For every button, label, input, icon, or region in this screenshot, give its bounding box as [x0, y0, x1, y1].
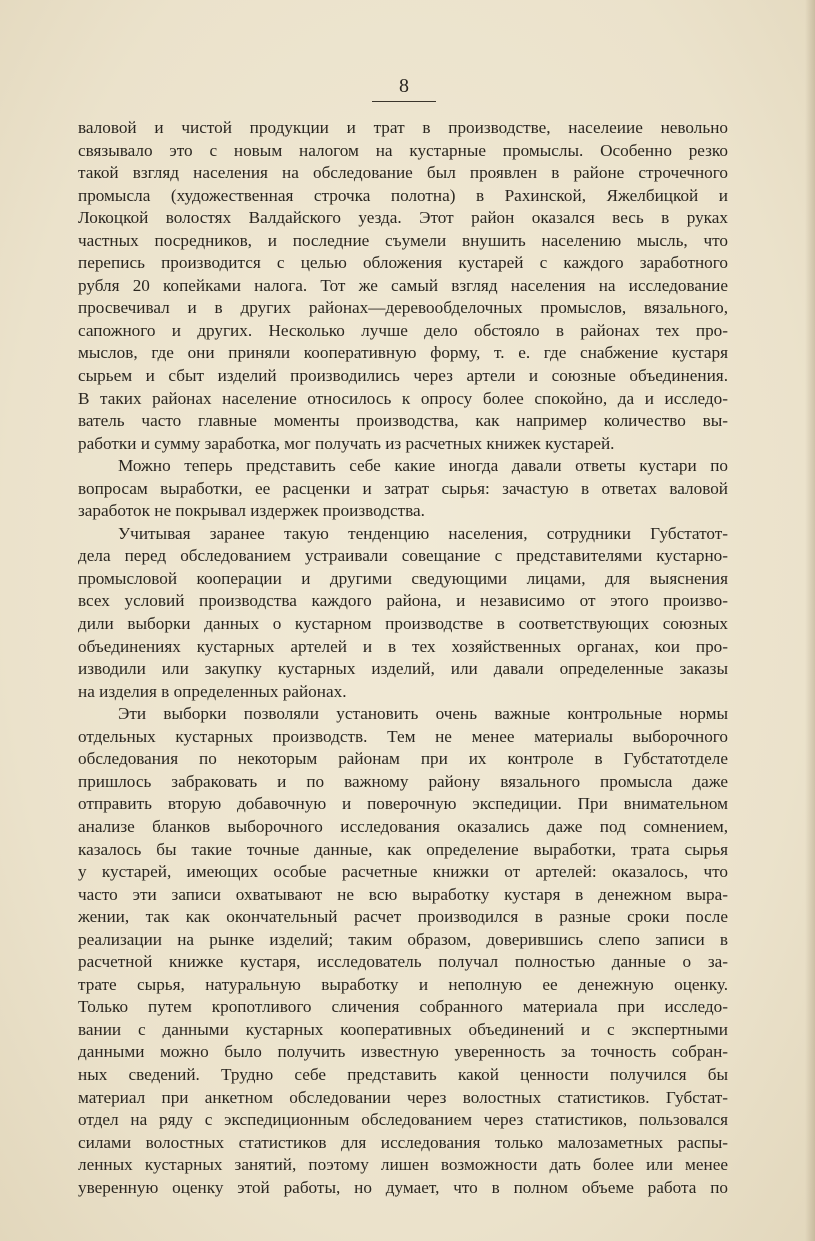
text-line: дили выборки данных о кустарном производстве в соответствующих союзных	[78, 614, 728, 634]
text-line: материал при анкетном обследовании через волостных статистиков. Губстат-	[78, 1087, 728, 1107]
page-edge-shadow	[805, 0, 815, 1241]
text-line: вопросам выработки, ее расценки и затрат сырья: зачастую в ответах валовой	[78, 478, 728, 498]
text-line: работки и сумму заработка, мог получать из расчетных книжек кустарей.	[78, 433, 615, 453]
text-line: заработок не покрывал издержек производства.	[78, 501, 425, 521]
text-line: реализации на рынке изделий; таким образом, доверившись слепо записи в	[78, 929, 728, 949]
text-line: изводили или закупку кустарных изделий, или давали определенные заказы	[78, 659, 728, 679]
text-line: анализе бланков выборочного исследования оказались даже под сомнением,	[78, 816, 728, 836]
text-line: частных посредников, и последние съумели внушить населению мысль, что	[78, 230, 728, 250]
text-line: Только путем кропотливого сличения собранного материала при исследо-	[78, 997, 728, 1017]
text-line: пришлось забраковать и по важному району вязального промысла даже	[78, 771, 728, 791]
text-line: объединениях кустарных артелей и в тех хозяйственных органах, кои про-	[78, 636, 728, 656]
text-line: связывало это с новым налогом на кустарные промыслы. Особенно резко	[78, 140, 728, 160]
text-line: мыслов, где они приняли кооперативную форму, т. е. где снабжение кустаря	[78, 343, 728, 363]
text-line: отправить вторую добавочную и поверочную экспедиции. При внимательном	[78, 794, 728, 814]
page-number: 8	[372, 74, 436, 102]
text-line: перепись производится с целью обложения кустарей с каждого заработного	[78, 253, 728, 273]
text-line: у кустарей, имеющих особые расчетные книжки от артелей: оказалось, что	[78, 862, 728, 882]
text-line: промысловой кооперации и другими сведующими лицами, для выяснения	[78, 568, 728, 588]
text-line: Эти выборки позволяли установить очень важные контрольные нормы	[118, 704, 728, 724]
text-line: Можно теперь представить себе какие иногда давали ответы кустари по	[118, 456, 728, 476]
text-line: обследования по некоторым районам при их контроле в Губстатотделе	[78, 749, 728, 769]
text-line: валовой и чистой продукции и трат в производстве, населеиие невольно	[78, 118, 728, 137]
text-line: жении, так как окончательный расчет производился в разные сроки после	[78, 907, 728, 927]
text-line: дела перед обследованием устраивали совещание с представителями кустарно-	[78, 546, 728, 566]
text-line: Учитывая заранее такую тенденцию населения, сотрудники Губстатот-	[118, 523, 728, 543]
text-line: такой взгляд населения на обследование был проявлен в районе строчечного	[78, 163, 728, 183]
text-line: данными можно было получить известную уверенность за точность собран-	[78, 1042, 728, 1062]
text-line: отдел на ряду с экспедиционным обследованием через статистиков, пользовался	[78, 1110, 728, 1130]
body-text	[78, 117, 728, 1199]
text-line: на изделия в определенных районах.	[78, 681, 347, 701]
text-line: промысла (художественная строчка полотна) в Рахинской, Яжелбицкой и	[78, 185, 728, 205]
text-line: ватель часто главные моменты производства, как например количество вы-	[78, 411, 728, 431]
text-line: казалось бы такие точные данные, как определение выработки, трата сырья	[78, 839, 728, 859]
text-line: часто эти записи охватывают не всю выработку кустаря в денежном выра-	[78, 884, 728, 904]
text-line: уверенную оценку этой работы, но думает, что в полном объеме работа по	[78, 1177, 728, 1197]
text-line: сырьем и сбыт изделий производились через артели и союзные объединения.	[78, 366, 728, 386]
text-line: Локоцкой волостях Валдайского уезда. Этот район оказался весь в руках	[78, 208, 728, 228]
text-line: силами волостных статистиков для исследования только малозаметных распы-	[78, 1132, 728, 1152]
text-line: просвечивал и в других районах—деревообделочных промыслов, вязального,	[78, 298, 728, 318]
text-line: ных сведений. Трудно себе представить какой ценности получился бы	[78, 1064, 728, 1084]
text-line: ленных кустарных занятий, поэтому лишен возможности дать более или менее	[78, 1155, 728, 1175]
text-line: трате сырья, натуральную выработку и неполную ее денежную оценку.	[78, 974, 728, 994]
text-line: сапожного и других. Несколько лучше дело обстояло в районах тех про-	[78, 320, 728, 340]
text-line: расчетной книжке кустаря, исследователь получал полностью данные о за-	[78, 952, 728, 972]
text-line: всех условий производства каждого района, и независимо от этого произво-	[78, 591, 728, 611]
text-line: рубля 20 копейками налога. Тот же самый взгляд населения на исследование	[78, 275, 728, 295]
text-line: В таких районах население относилось к опросу более спокойно, да и исследо-	[78, 388, 728, 408]
text-line: вании с данными кустарных кооперативных объединений и с экспертными	[78, 1019, 728, 1039]
text-line: отдельных кустарных производств. Тем не менее материалы выборочного	[78, 726, 728, 746]
